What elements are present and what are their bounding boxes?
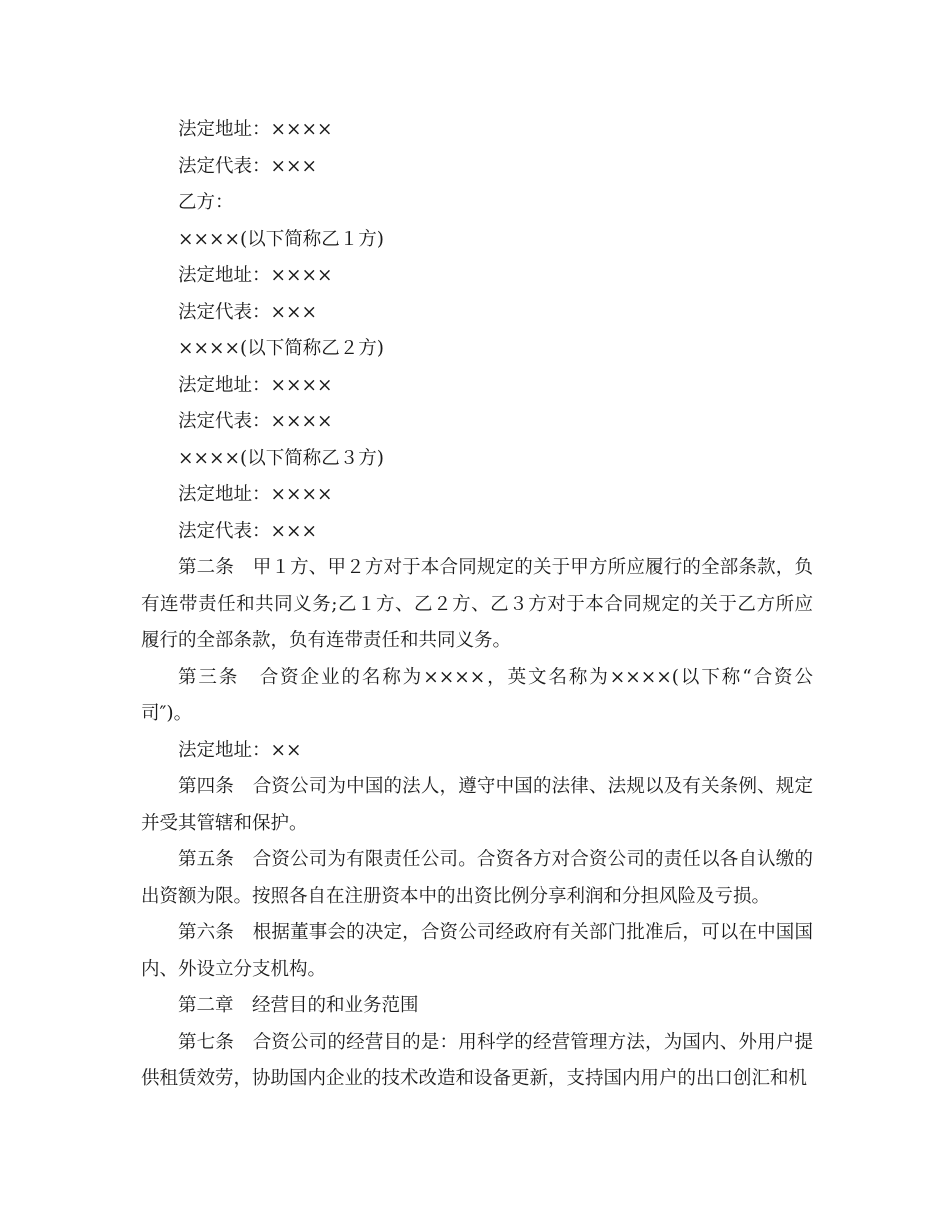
party-b3-name: ××××(以下简称乙３方)	[178, 447, 384, 469]
party-b1-legal-address: 法定地址：××××	[178, 265, 333, 286]
article-3: 第三条 合资企业的名称为××××，英文名称为××××(以下称“合资公司″)。	[141, 666, 813, 724]
article-7: 第七条 合资公司的经营目的是：用科学的经营管理方法，为国内、外用户提供租赁效劳，协助国内企业的技术改造和设备更新，支持国内用户的出口创汇和机	[141, 1031, 813, 1089]
party-a2-legal-representative: 法定代表：×××	[178, 155, 318, 177]
article-6: 第六条 根据董事会的决定，合资公司经政府有关部门批准后，可以在中国国内、外设立分支机构。	[141, 922, 813, 980]
party-b3-legal-address: 法定地址：××××	[178, 484, 333, 505]
article-2: 第二条 甲１方、甲２方对于本合同规定的关于甲方所应履行的全部条款，负有连带责任和共同义务;乙１方、乙２方、乙３方对于本合同规定的关于乙方所应履行的全部条款，负有连带责任和共同义务。	[141, 557, 813, 651]
document-body	[141, 112, 813, 1098]
jv-legal-address: 法定地址：××	[178, 739, 302, 761]
party-b2-name: ××××(以下简称乙２方)	[178, 338, 384, 359]
party-b2-legal-representative: 法定代表：××××	[178, 411, 333, 432]
party-b1-legal-representative: 法定代表：×××	[178, 301, 318, 323]
party-b2-legal-address: 法定地址：××××	[178, 374, 333, 396]
chapter-2-heading: 第二章 经营目的和业务范围	[178, 995, 419, 1016]
party-b1-name: ××××(以下简称乙１方)	[178, 228, 384, 250]
party-b-heading: 乙方：	[178, 192, 234, 213]
party-b3-legal-representative: 法定代表：×××	[178, 520, 318, 542]
article-5: 第五条 合资公司为有限责任公司。合资各方对合资公司的责任以各自认缴的出资额为限。按照各自在注册资本中的出资比例分享利润和分担风险及亏损。	[141, 849, 813, 907]
article-4: 第四条 合资公司为中国的法人，遵守中国的法律、法规以及有关条例、规定并受其管辖和保护。	[141, 776, 813, 834]
party-a2-legal-address: 法定地址：××××	[178, 119, 333, 140]
